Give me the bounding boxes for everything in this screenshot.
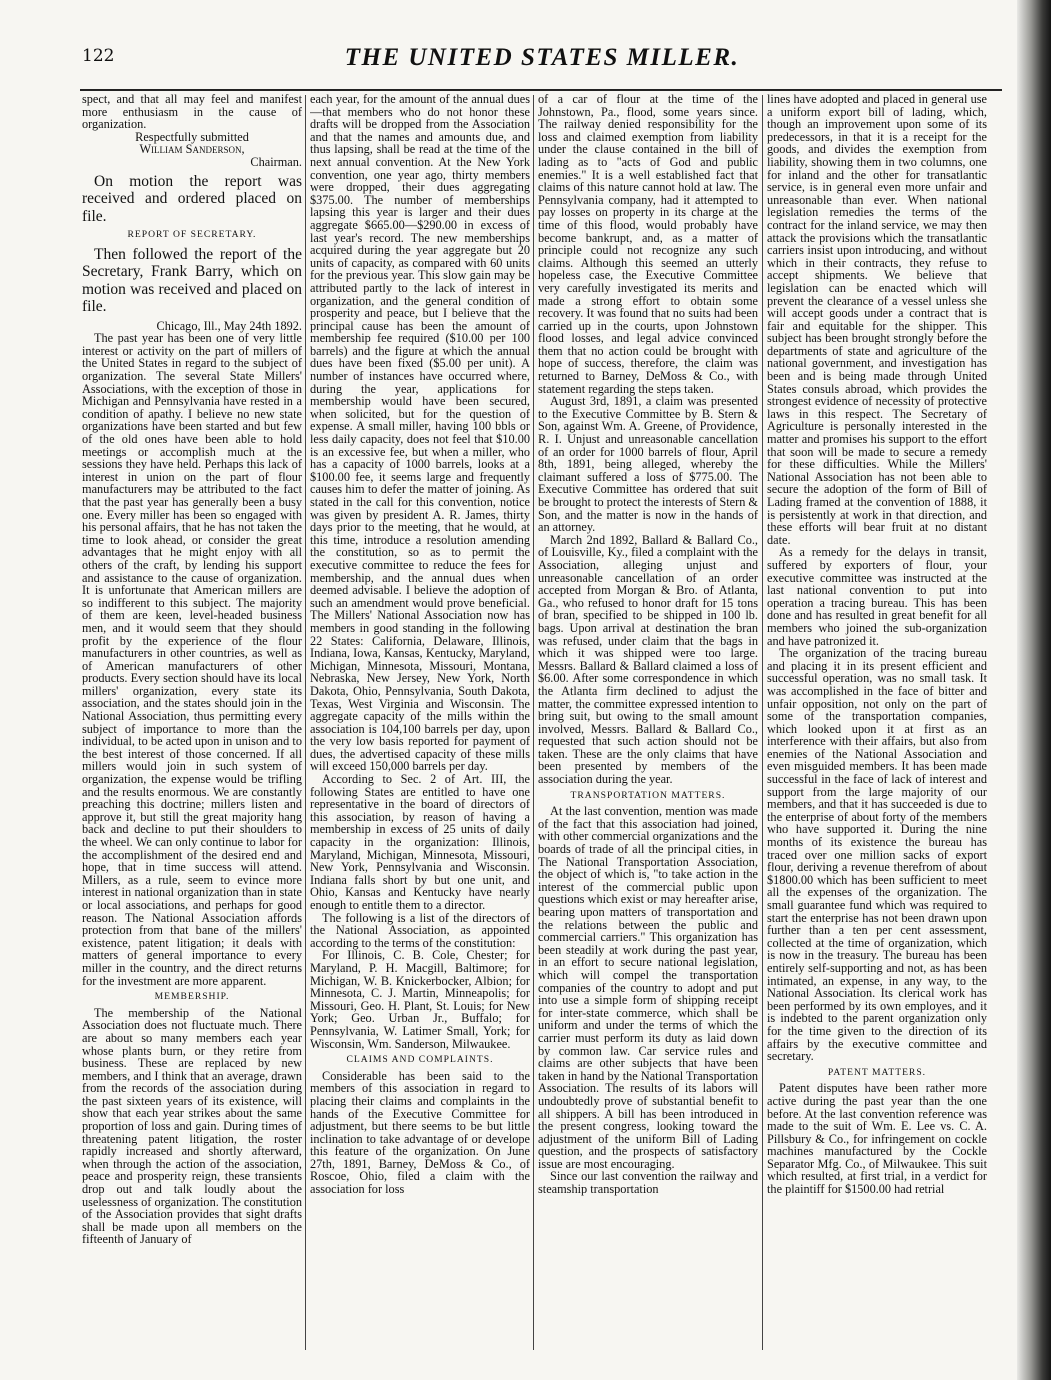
column-rule — [305, 95, 306, 1350]
paragraph: The past year has been one of very little interest or activity on the part of millers of the United States in regard to the subject of organization. The several State Millers' Associations, with the exception of those in Michigan and Pennsylvania have rested in a condition of apathy. I believe no new state organizations have been started and but few of the old ones have been able to hold meetings or accomplish much at the sessions they have held. Perhaps this lack of interest in union on the part of flour manufacturers may be attributed to the fact that the past year has generally been a busy one. Every miller has been so engaged with his personal affairs, that he has not taken the time to look ahead, or consider the great advantages that he might enjoy with all others of the craft, by lending his support and assistance to the cause of organization. It is unfortunate that American millers are so indifferent to this subject. The majority of them are keen, level-headed business men, and it would seem that they should profit by the experience of the flour manufacturers in other countries, as well as of American manufacturers of other products. Every section should have its local millers' organization, every state its association, and the states should join in the National Association, thus permitting every subject of importance to more than the individual, to be acted upon in unison and to the best interest of those concerned. If all millers would join in such system of organization, the expense would be trifling and the results enormous. We are constantly preaching this doctrine; millers listen and approve it, but still the great majority hang back and decline to put their shoulders to the wheel. We can only continue to labor for the accomplishment of the desired end and hope, that in time success will attend. Millers, as a rule, seem to evince more interest in national organization than in state or local associations, and perhaps for good reason. The National Association affords protection from that bane of the millers' existence, patent litigation; it deals with matters of general importance to every miller in the country, and the direct returns for the investment are more apparent. — [82, 331, 302, 988]
dateline: Chicago, Ill., May 24th 1892. — [156, 318, 302, 333]
section-heading: TRANSPORTATION MATTERS. — [570, 789, 726, 801]
column-rule — [762, 95, 763, 1350]
page-header — [82, 44, 1002, 80]
section-heading: REPORT OF SECRETARY. — [127, 229, 257, 241]
paragraph: March 2nd 1892, Ballard & Ballard Co., of Louisville, Ky., filed a complaint with the Association, alleging unjust and unreasonable cancellation of an order accepted from Morgan & Bro. of Atlanta, Ga., who refused to honor draft for 15 tons of bran, specified to be shipped in 100 lb. bags. Upon arrival at destination the bran was refused, under claim that the bags in which it was shipped were too large. Messrs. Ballard & Ballard claimed a loss of $6.00. After some correspondence in which the Atlanta firm declined to adjust the matter, the committee expressed intention to bring suit, but owing to the small amount involved, Messrs. Ballard & Ballard Co., requested that such action should not be taken. These are the only claims that have been presented by members of the association during the year. — [538, 532, 758, 787]
signature-title: Chairman. — [250, 154, 302, 169]
paragraph: The following is a list of the directors of the National Association, as appointed according to the terms of the constitution: — [310, 910, 530, 950]
text-column-2 — [310, 93, 530, 1351]
paragraph: As a remedy for the delays in transit, suffered by exporters of flour, your executive committee was instructed at the last national convention to put into operation a tracing bureau. This has been done and has resulted in great benefit for all members who joined the sub-organization and have patronized it. — [767, 545, 987, 648]
binding-shadow — [1017, 0, 1051, 1380]
closing-line: Respectfully submitted — [135, 129, 249, 144]
page-number: 122 — [82, 46, 115, 66]
motion-paragraph: On motion the report was received and ordered placed on file. — [82, 172, 302, 225]
running-title: THE UNITED STATES MILLER. — [344, 44, 740, 71]
paragraph: According to Sec. 2 of Art. III, the following States are entitled to have one representative in the board of directors of this association, by reason of having a membership in excess of 25 units of daily capacity in the organization: Illinois, Maryland, Michigan, Minnesota, Missouri, New York, Pennsylvania and Wisconsin. Indiana falls short by but one unit, and Ohio, Kansas and Kentucky have nearly enough to entitle them to a director. — [310, 772, 530, 912]
section-heading: PATENT MATTERS. — [827, 1066, 927, 1078]
header-rule — [80, 89, 1002, 91]
text-column-4 — [767, 93, 987, 1351]
text-column-3 — [538, 93, 758, 1351]
motion-paragraph: Then followed the report of the Secretary, Frank Barry, which on motion was received and placed on file. — [82, 245, 302, 316]
paragraph: spect, and that all may feel and manifest more enthusiasm in the cause of organization. — [82, 93, 302, 132]
section-heading: CLAIMS AND COMPLAINTS. — [346, 1054, 494, 1066]
paragraph: Since our last convention the railway and steamship transportation — [538, 1169, 758, 1197]
paragraph: lines have adopted and placed in general use a uniform export bill of lading, which, though an improvement upon some of its predecessors, in that it is a receipt for the goods, and divides the exemption from liability, showing them in two columns, one for inland and the other for transatlantic service, is in general even more unfair and unreasonable than ever. When national legislation remedies the terms of the contract for the inland service, we may then attack the provisions which the transatlantic carriers insist upon introducing, and without which in their contracts, they refuse to accept shipments. We believe that legislation can be enacted which will prevent the clearance of a vessel unless she will accept goods under a contract that is fair and equitable for the shipper. This subject has been brought strongly before the departments of state and agriculture of the national government, and investigation has been and is being made through United States consuls abroad, which provides the strongest evidence of necessity of protective laws in this respect. The Secretary of Agriculture is personally interested in the matter and promises his support to the effort that soon will be made to secure a remedy for these difficulties. While the Millers' National Association has not been able to secure the adoption of the form of Bill of Lading framed at the convention of 1888, it is persistently at work in that direction, and these efforts will bear fruit at no distant date. — [767, 93, 987, 547]
paragraph: of a car of flour at the time of the Johnstown, Pa., flood, some years since. The railway denied responsibility for the loss and claimed exemption from liability under the clause contained in the bill of lading as to "acts of God and public enemies." It is a well established fact that claims of this nature cannot hold at law. The Pennsylvania company, had it attempted to pay losses on property in its charge at the time of this flood, would probably have become bankrupt, and, as a matter of principle could not recognize any such claims. Although this seemed an utterly hopeless case, the Executive Committee very carefully investigated its merits and made a strong effort to obtain some recovery. It was found that no suits had been carried up in the courts, upon Johnstown flood losses, and legal advice convinced them that no action could be brought with hope of success, therefore, the claim was returned to Barney, DeMoss & Co., with statement regarding the steps taken. — [538, 93, 758, 396]
paragraph: At the last convention, mention was made of the fact that this association had joined, with other commercial organizations and the boards of trade of all the principal cities, in The National Transportation Association, the object of which is, "to take action in the interest of the commercial public upon questions which exist or may hereafter arise, bearing upon matters of transportation and the relations between the public and commercial carriers." This organization has been steadily at work during the past year, in an effort to secure national legislation, which will compel the transportation companies of the country to adopt and put into use a simple form of shipping receipt for inter-state commerce, which shall be uniform and under the terms of which the carrier must perform its duty as laid down by common law. Car service rules and claims are other subjects that have been taken in hand by the National Transportation Association. The results of its labors will undoubtedly prove of substantial benefit to all shippers. A bill has been introduced in the present congress, looking toward the adjustment of the uniform Bill of Lading question, and the prospects of satisfactory issue are most encouraging. — [538, 804, 758, 1171]
paragraph: August 3rd, 1891, a claim was presented to the Executive Committee by B. Stern & Son, against Wm. A. Greene, of Providence, R. I. Unjust and unreasonable cancellation of an order for 1000 barrels of flour, April 8th, 1891, being alleged, whereby the claimant suffered a loss of $775.00. The Executive Committee has ordered that suit be brought to protect the interests of Stern & Son, and the matter is now in the hands of an attorney. — [538, 394, 758, 535]
paragraph: each year, for the amount of the annual dues—that members who do not honor these drafts will be dropped from the Association and that the names and amounts due, and thus lapsing, shall be read at the time of the next annual convention. At the New York convention, one year ago, thirty members were dropped, their dues aggregating $375.00. The number of memberships lapsing this year is larger and their dues aggregate $665.00—$290.00 in excess of last year's record. The new memberships acquired during the year aggregate but 20 units of capacity, as compared with 60 units for the previous year. This slow gain may be attributed partly to the lack of interest in organization, and the general condition of prosperity and peace, but I believe that the principal cause has been the amount of membership fee required ($10.00 per 100 barrels) and the figure at which the annual dues have been fixed ($5.00 per unit). A number of instances have occurred where, during the year, applications for membership would have been secured, when solicited, but for the question of expense. A small miller, having 100 bbls or less daily capacity, does not feel that $10.00 is an excessive fee, but when a miller, who has a capacity of 1000 barrels, looks at a $100.00 fee, it seems large and frequently causes him to defer the matter of joining. As stated in the call for this convention, notice was given by president A. R. James, thirty days prior to the meeting, that he would, at this time, introduce a resolution amending the constitution, so as to permit the executive committee to reduce the fees for membership, and the annual dues when deemed advisable. I believe the adoption of such an amendment would prove beneficial. The Millers' National Association now has members in good standing in the following 22 States: California, Delaware, Illinois, Indiana, Iowa, Kansas, Kentucky, Maryland, Michigan, Minnesota, Missouri, Montana, Nebraska, New Jersey, New York, North Dakota, Ohio, Pennsylvania, South Dakota, Texas, West Virginia and Wisconsin. The aggregate capacity of the mills within the association is 104,100 barrels per day, upon the very low basis reported for payment of dues, the advertised capacity of these mills will exceed 150,000 barrels per day. — [310, 93, 530, 774]
section-heading: MEMBERSHIP. — [154, 991, 230, 1003]
paragraph: Considerable has been said to the members of this association in regard to placing their claims and complaints in the hands of the Executive Committee for adjustment, but there seems to be but little inclination to take advantage of or develope this feature of the organization. On June 27th, 1891, Barney, DeMoss & Co., of Roscoe, Ohio, filed a claim with the association for loss — [310, 1068, 530, 1197]
signature: William Sanderson, — [139, 142, 245, 157]
column-rule — [533, 95, 534, 1350]
paragraph: The organization of the tracing bureau and placing it in its present efficient and successful operation, was no small task. It was accomplished in the face of bitter and unfair opposition, not only on the part of some of the transportation companies, which looked upon it at first as an interference with their affairs, but also from enemies of the National Association and even misguided members. It has been made successful in the face of lack of interest and support from the large majority of our members, and that it has succeeded is due to the enterprise of about forty of the members who have supported it. During the nine months of its existence the bureau has traced over one million sacks of export flour, deriving a revenue therefrom of about $1800.00 which has been sufficient to meet all the expenses of the organization. The small guarantee fund which was required to start the enterprise has not been drawn upon further than a ten per cent assessment, collected at the time of organization, which is now in the treasury. The bureau has been entirely self-supporting and not, as has been intimated, an expense, in any way, to the National Association. Its clerical work has been performed by its own employes, and it is indebted to the parent organization only for the time given to the direction of its affairs by the executive committee and secretary. — [767, 646, 987, 1064]
text-column-1 — [82, 93, 302, 1351]
paragraph: Patent disputes have been rather more active during the past year than the one before. At the last convention reference was made to the suit of Wm. E. Lee vs. C. A. Pillsbury & Co., for infringement on cockle machines manufactured by the Cockle Separator Mfg. Co., of Milwaukee. This suit which resulted, at first trial, in a verdict for the plaintiff for $1500.00 had retrial — [767, 1081, 987, 1197]
paragraph: For Illinois, C. B. Cole, Chester; for Maryland, P. H. Macgill, Baltimore; for Michigan, W. B. Knickerbocker, Albion; for Minnesota, C. J. Martin, Minneapolis; for Missouri, Geo. H. Plant, St. Louis; for New York; Geo. Urban Jr., Buffalo; for Pennsylvania, W. Latimer Small, York; for Wisconsin, Wm. Sanderson, Milwaukee. — [310, 948, 530, 1051]
paragraph: The membership of the National Association does not fluctuate much. There are about so many members each year whose plants burn, or they retire from business. These are replaced by new members, and I think that an average, drawn from the records of the association during the past sixteen years of its existence, will show that each year strikes about the same proportion of loss and gain. During times of threatening patent litigation, the roster rapidly increased and shortly afterward, when through the action of the association, peace and prosperity reign, these transients drop out and talk loudly about the uselessness of organization. The constitution of the Association provides that sight drafts shall be made upon all members on the fifteenth of January of — [82, 1005, 302, 1247]
